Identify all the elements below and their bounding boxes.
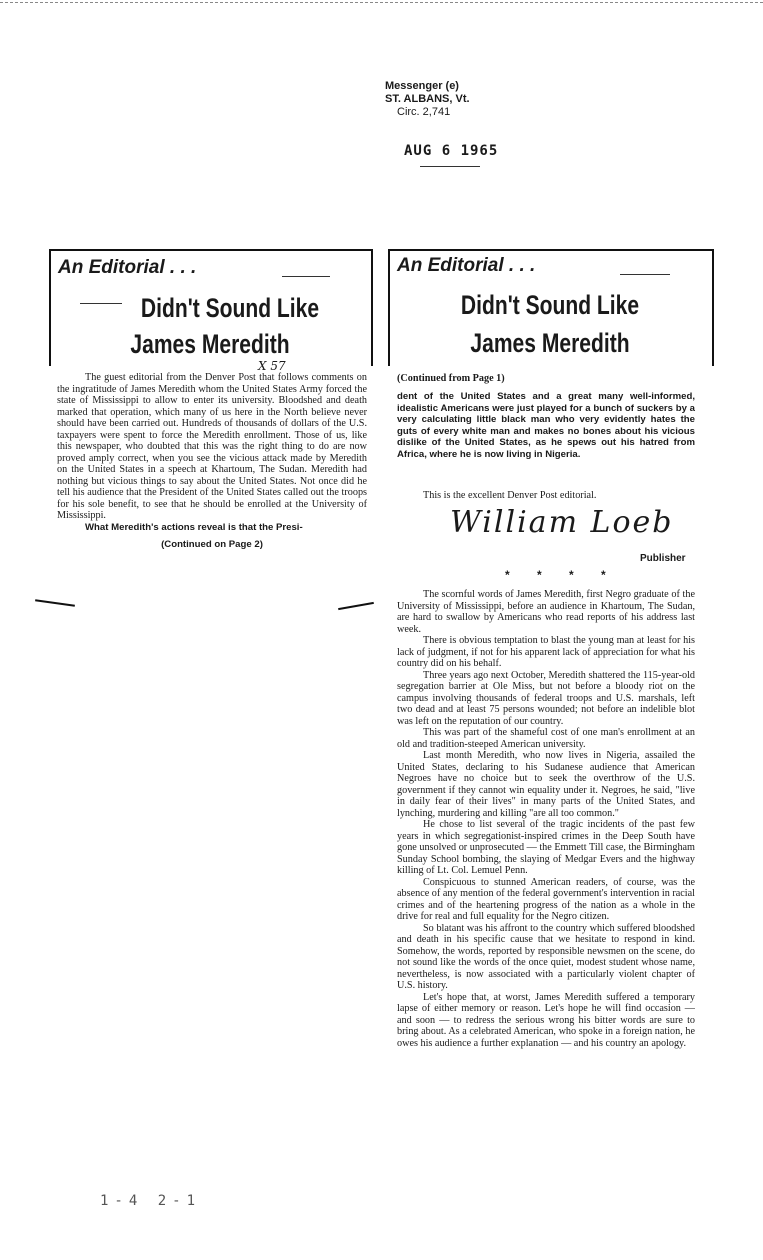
page-top-edge bbox=[0, 2, 763, 3]
publisher-signature: William Loeb bbox=[450, 505, 674, 540]
body-paragraph: Conspicuous to stunned American readers, of course, was the absence of any mention of the federal government's intervention in racial crimes and of the heartening progress of the nation as a whole in the drive for real and full equality for the Negro citizen. bbox=[397, 876, 695, 922]
right-continued-note: (Continued from Page 1) bbox=[397, 373, 505, 384]
body-paragraph: There is obvious temptation to blast the young man at least for his lack of judgment, if not for his apparent lack of appreciation for what his country did on his behalf. bbox=[397, 635, 695, 669]
right-intro-line bbox=[397, 490, 695, 502]
body-paragraph: The scornful words of James Meredith, first Negro graduate of the University of Mississippi, before an audience in Khartoum, The Sudan, are hard to swallow by Americans who read reports of his address last week. bbox=[397, 589, 695, 635]
publisher-label: Publisher bbox=[640, 553, 686, 564]
handwritten-note: X 57 bbox=[258, 359, 286, 373]
right-pen-mark bbox=[620, 274, 670, 275]
right-editorial-body bbox=[397, 589, 695, 1049]
right-margin-stroke bbox=[338, 602, 374, 610]
date-underline bbox=[420, 166, 480, 167]
right-intro-text: This is the excellent Denver Post editorial. bbox=[423, 490, 597, 501]
left-headline-line1: Didn't Sound Like bbox=[140, 293, 320, 323]
right-kicker: An Editorial . . . bbox=[397, 255, 536, 276]
body-paragraph: He chose to list several of the tragic incidents of the past few years in which segregationist-inspired crimes in the Deep South have gone unsolved or unprosecuted — the Emmett Till case, the Birmingham Sunday School bombing, the slaying of Medgar Evers and the highway killing of Lt. Col. Lemuel Penn. bbox=[397, 819, 695, 876]
left-headline-dash bbox=[80, 303, 122, 304]
paper-name: Messenger (e) bbox=[385, 80, 459, 92]
left-margin-stroke bbox=[35, 599, 75, 607]
right-headline-line2: James Meredith bbox=[470, 328, 630, 358]
paper-circulation: Circ. 2,741 bbox=[397, 106, 451, 118]
section-divider-stars: * * * * bbox=[505, 568, 618, 582]
left-bold-line: What Meredith's actions reveal is that the Presi- bbox=[85, 521, 303, 533]
left-continued-note: (Continued on Page 2) bbox=[161, 539, 263, 550]
right-bold-body: dent of the United States and a great many well-informed, idealistic Americans were just played for a bunch of suckers by a very calculating little black man who very evidently hates the guts of every white man and makes no bones about his vicious dislike of the United States, as he spews out his hatred from Africa, where he is now living in Nigeria. bbox=[397, 391, 695, 460]
body-paragraph: This was part of the shameful cost of one man's enrollment at an old and tradition-steeped American university. bbox=[397, 727, 695, 750]
body-paragraph: Last month Meredith, who now lives in Nigeria, assailed the United States, declaring to his Sudanese audience that American Negroes have no choice but to seek the overthrow of the U.S. government if they cannot win equality under it. Negroes, he said, "live in daily fear of their lives" in many parts of the United States, and lynching, murdering and killing "are all too common." bbox=[397, 750, 695, 819]
left-editorial-body bbox=[57, 372, 367, 551]
left-pen-mark bbox=[282, 276, 330, 277]
body-paragraph: Three years ago next October, Meredith shattered the 115-year-old segregation barrier at Ole Miss, but not before a bloody riot on the campus involving thousands of federal troops and U.S. marshals, left two dead and at least 75 persons wounded; not before an indelible blot was left on the reputation of our country. bbox=[397, 669, 695, 727]
body-paragraph: Let's hope that, at worst, James Meredith suffered a temporary lapse of either memory or reason. Let's hope he will find occasion — and soon — to redress the serious wrong his bitter words are sure to bring about. As a celebrated American, who spoke in a foreign nation, he owes his audience a further explanation — and his country an apology. bbox=[397, 991, 695, 1049]
left-body-paragraph: The guest editorial from the Denver Post that follows comments on the ingratitude of James Meredith whom the United States Army forced the state of Mississippi to allow to enter its university. Bloodshed and death marked that operation, which many of us here in the North believe never should have been carried out. Hundreds of thousands of dollars of the U.S. taxpayers were spent to force the Meredith enrollment. Those of us, like this newspaper, who doubted that this was the right thing to do are now proved amply correct, when you see the vicious attack made by Meredith on the United States in a speech at Khartoum, The Sudan. Meredith had nothing but vicious things to say about the United States. Not once did he tell his audience that the President of the United States called out the troops for his sole benefit, to see that he should be enrolled at the University of Mississippi. bbox=[57, 372, 367, 521]
left-kicker: An Editorial . . . bbox=[58, 257, 197, 278]
body-paragraph: So blatant was his affront to the country which suffered bloodshed and death in his specific cause that we hesitate to respond in kind. Somehow, the words, reported by responsible newsmen on the scene, do not sound like the words of the once quiet, modest student whose name, nevertheless, is now associated with a particularly violent chapter of U.S. history. bbox=[397, 922, 695, 991]
archive-mark: 1-4 2-1 bbox=[100, 1193, 202, 1209]
left-headline-line2: James Meredith bbox=[130, 329, 290, 359]
date-stamp: AUG 6 1965 bbox=[404, 143, 499, 159]
clipping-header bbox=[385, 80, 545, 119]
paper-location: ST. ALBANS, Vt. bbox=[385, 93, 470, 105]
right-headline-line1: Didn't Sound Like bbox=[460, 290, 640, 320]
